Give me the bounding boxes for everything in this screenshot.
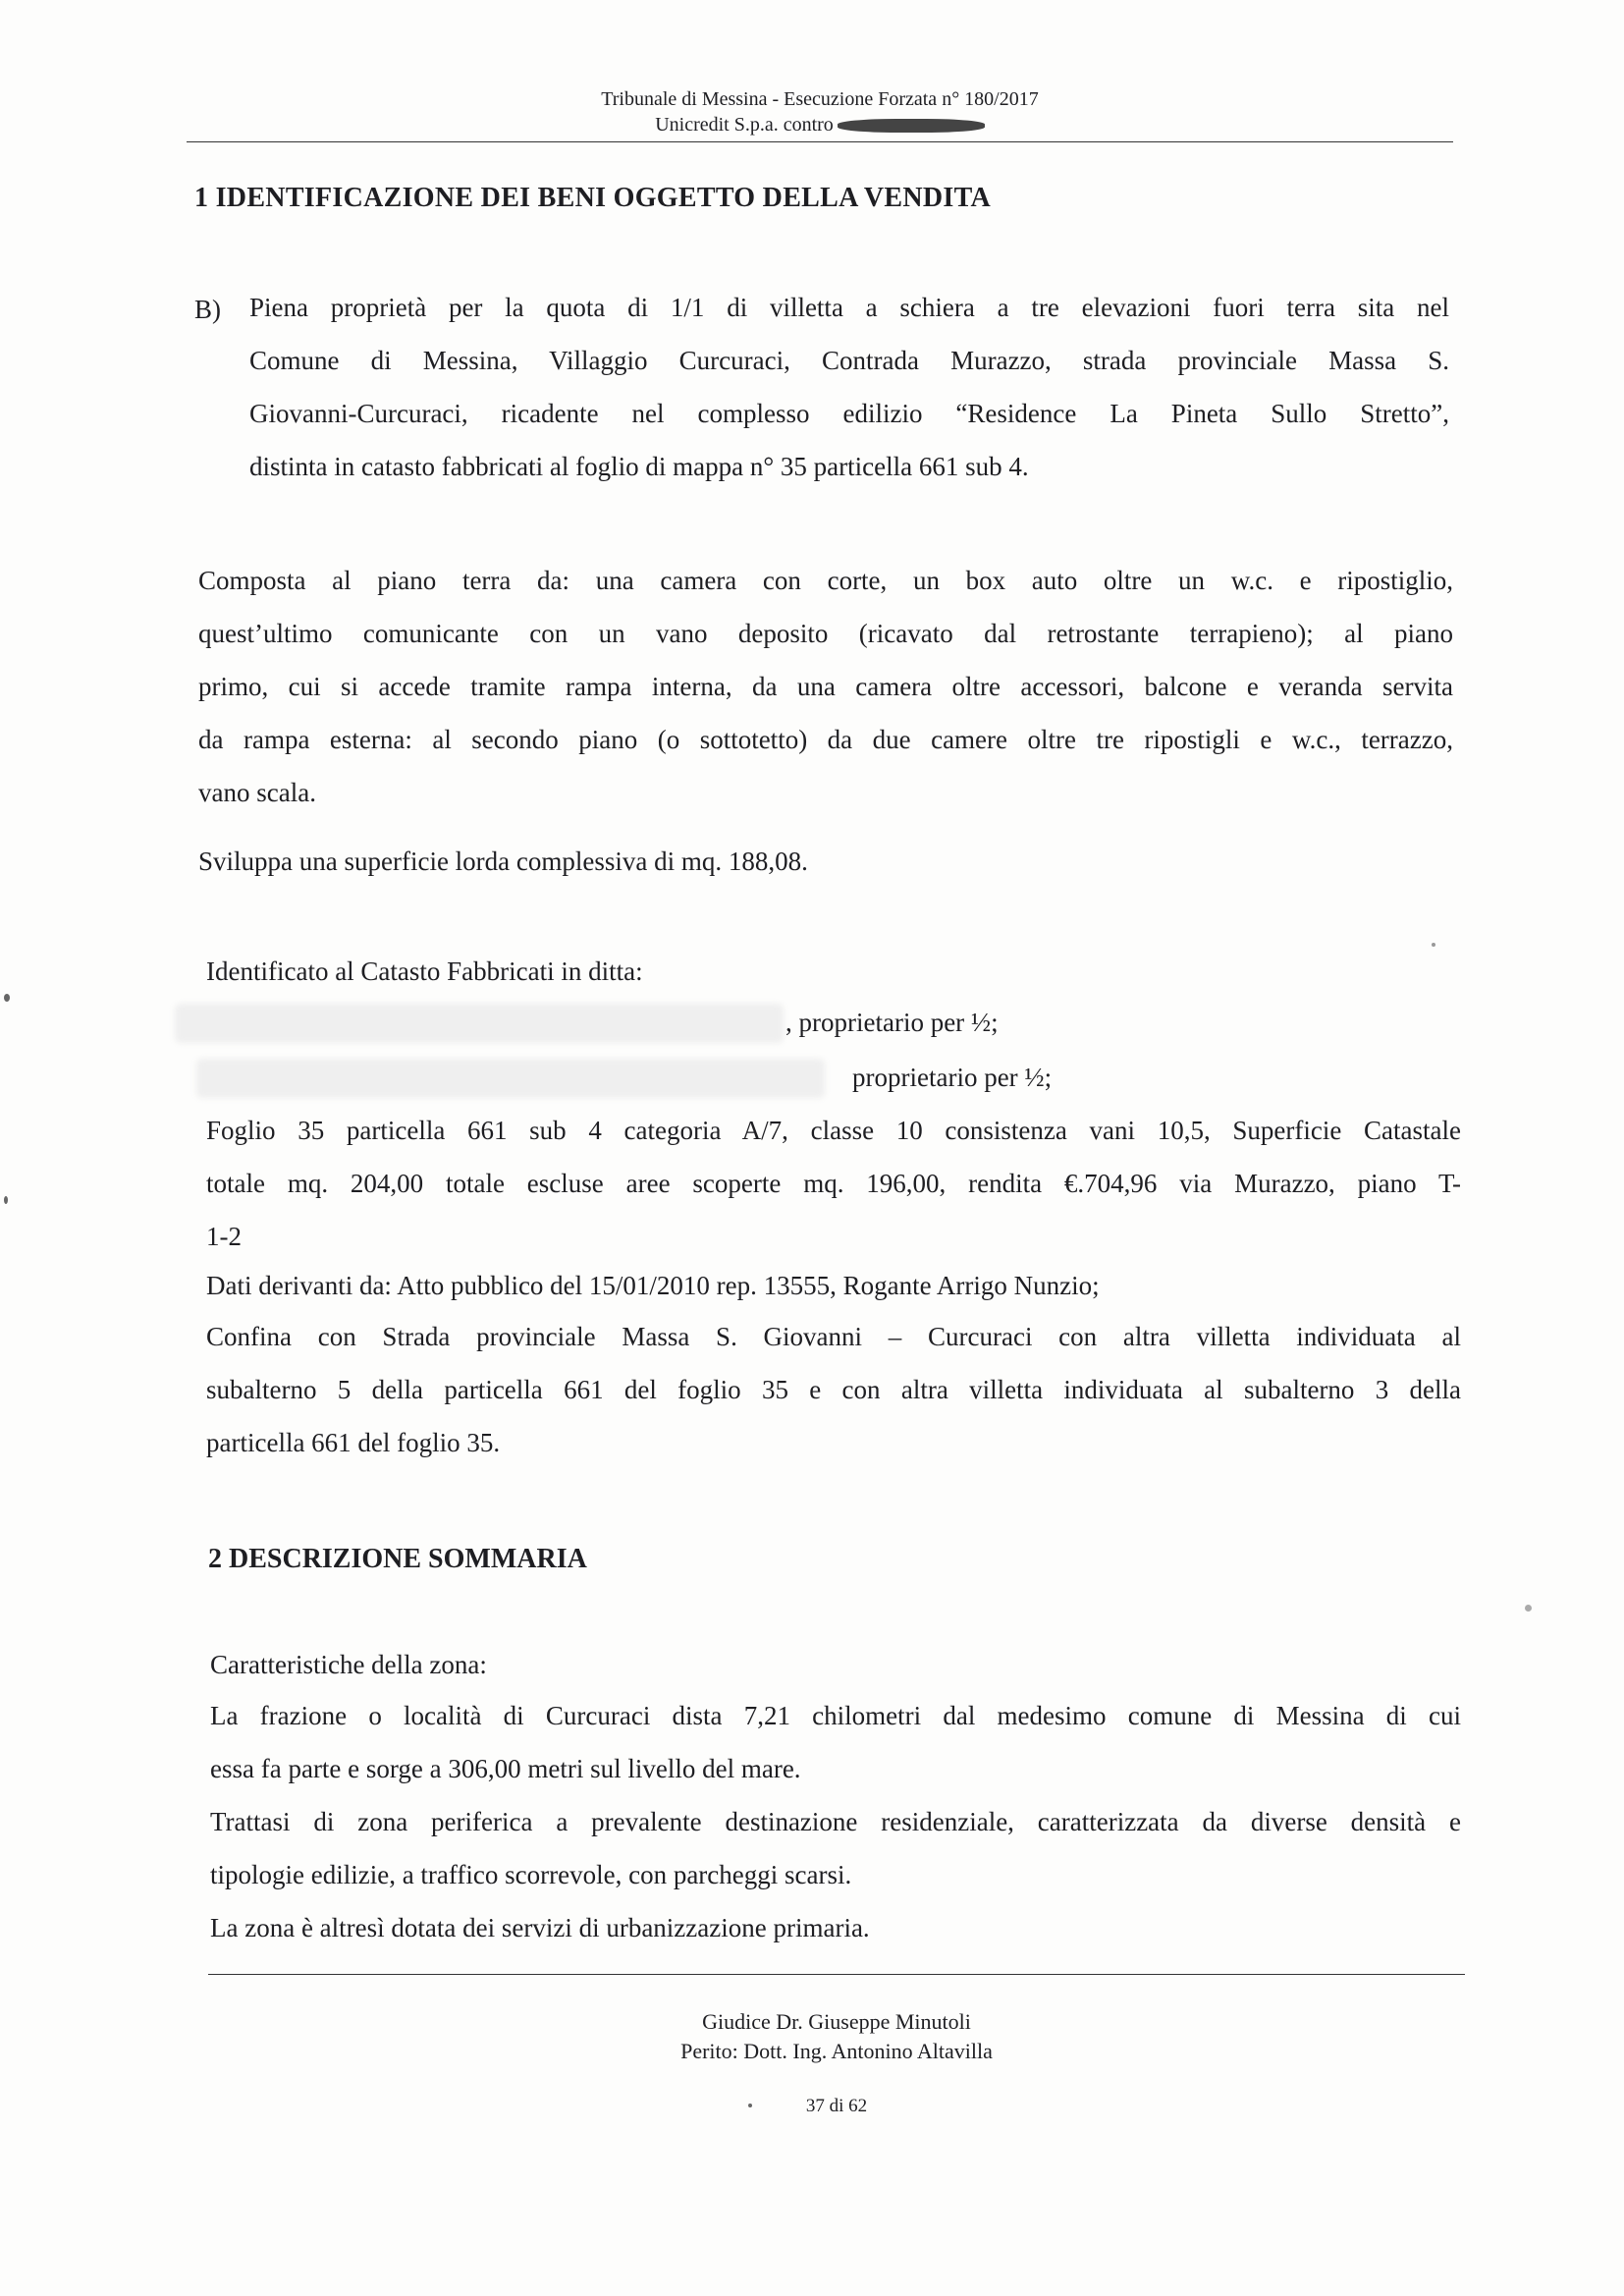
section-2-title: 2 DESCRIZIONE SOMMARIA: [208, 1544, 587, 1574]
scan-speck: [4, 994, 10, 1002]
composition-line: primo, cui si accede tramite rampa interna, da una camera oltre accessori, balcone e veranda servita: [198, 672, 1453, 701]
catasto-intro: Identificato al Catasto Fabbricati in ditta:: [206, 957, 643, 986]
foglio-line: 1-2: [206, 1222, 242, 1251]
surface-text: Sviluppa una superficie lorda complessiva di mq. 188,08.: [198, 847, 808, 876]
header-court-line: Tribunale di Messina - Esecuzione Forzata n° 180/2017: [601, 88, 1039, 110]
foglio-paragraph: [206, 1104, 1461, 1263]
item-b-line: Giovanni-Curcuraci, ricadente nel complesso edilizio “Residence La Pineta Sullo Stretto”,: [249, 399, 1449, 428]
item-b-line: distinta in catasto fabbricati al foglio di mappa n° 35 particella 661 sub 4.: [249, 452, 1029, 481]
scan-speck: [748, 2104, 752, 2107]
redaction-scribble: [838, 119, 985, 133]
confina-paragraph: [206, 1310, 1461, 1469]
confina-line: particella 661 del foglio 35.: [206, 1428, 501, 1457]
dati-derivanti: Dati derivanti da: Atto pubblico del 15/01/2010 rep. 13555, Rogante Arrigo Nunzio;: [206, 1271, 1100, 1300]
composition-paragraph: [198, 554, 1453, 819]
footer-judge: Giudice Dr. Giuseppe Minutoli: [702, 2009, 971, 2034]
owner-1-share: , proprietario per ½;: [785, 1008, 999, 1037]
zone-paragraph: [210, 1689, 1461, 1954]
zone-line: La frazione o località di Curcuraci dista 7,21 chilometri dal medesimo comune di Messina di cui: [210, 1701, 1461, 1730]
zone-line: essa fa parte e sorge a 306,00 metri sul livello del mare.: [210, 1754, 801, 1783]
footer-divider: [208, 1974, 1465, 1975]
composition-line: quest’ultimo comunicante con un vano deposito (ricavato dal retrostante terrapieno); al piano: [198, 619, 1453, 648]
zone-intro: Caratteristiche della zona:: [210, 1650, 487, 1679]
confina-line: subalterno 5 della particella 661 del foglio 35 e con altra villetta individuata al subalterno 3 della: [206, 1375, 1461, 1404]
footer-expert: Perito: Dott. Ing. Antonino Altavilla: [680, 2039, 993, 2063]
page-number: 37 di 62: [805, 2096, 868, 2116]
redacted-owner-2: [196, 1059, 825, 1098]
zone-line: La zona è altresì dotata dei servizi di urbanizzazione primaria.: [210, 1913, 870, 1942]
header-divider: [187, 141, 1453, 142]
header-parties-text: Unicredit S.p.a. contro: [655, 114, 834, 136]
composition-line: da rampa esterna: al secondo piano (o sottotetto) da due camere oltre tre ripostigli e w.c., terrazzo,: [198, 725, 1453, 754]
section-1-title: 1 IDENTIFICAZIONE DEI BENI OGGETTO DELLA VENDITA: [194, 183, 992, 213]
confina-line: Confina con Strada provinciale Massa S. Giovanni – Curcuraci con altra villetta individuata al: [206, 1322, 1461, 1351]
scan-speck: [4, 1196, 8, 1204]
composition-line: Composta al piano terra da: una camera con corte, un box auto oltre un w.c. e ripostiglio,: [198, 566, 1453, 595]
owner-2-share: proprietario per ½;: [852, 1063, 1053, 1092]
item-b-label: B): [194, 295, 221, 324]
scan-speck: [1432, 943, 1435, 947]
redacted-owner-1: [175, 1004, 784, 1043]
item-b-paragraph: [249, 281, 1449, 493]
item-b-line: Piena proprietà per la quota di 1/1 di villetta a schiera a tre elevazioni fuori terra sita nel: [249, 293, 1449, 322]
header-parties-line: [187, 112, 1453, 137]
scan-speck: [1525, 1605, 1532, 1612]
foglio-line: totale mq. 204,00 totale escluse aree scoperte mq. 196,00, rendita €.704,96 via Murazzo, piano T-: [206, 1169, 1461, 1198]
page-header: [187, 86, 1453, 137]
zone-line: Trattasi di zona periferica a prevalente destinazione residenziale, caratterizzata da diverse densità e: [210, 1807, 1461, 1836]
page-footer: [208, 2007, 1465, 2066]
foglio-line: Foglio 35 particella 661 sub 4 categoria A/7, classe 10 consistenza vani 10,5, Superficie Catastale: [206, 1116, 1461, 1145]
composition-line: vano scala.: [198, 778, 316, 807]
item-b-line: Comune di Messina, Villaggio Curcuraci, Contrada Murazzo, strada provinciale Massa S.: [249, 346, 1449, 375]
zone-line: tipologie edilizie, a traffico scorrevole, con parcheggi scarsi.: [210, 1860, 852, 1889]
